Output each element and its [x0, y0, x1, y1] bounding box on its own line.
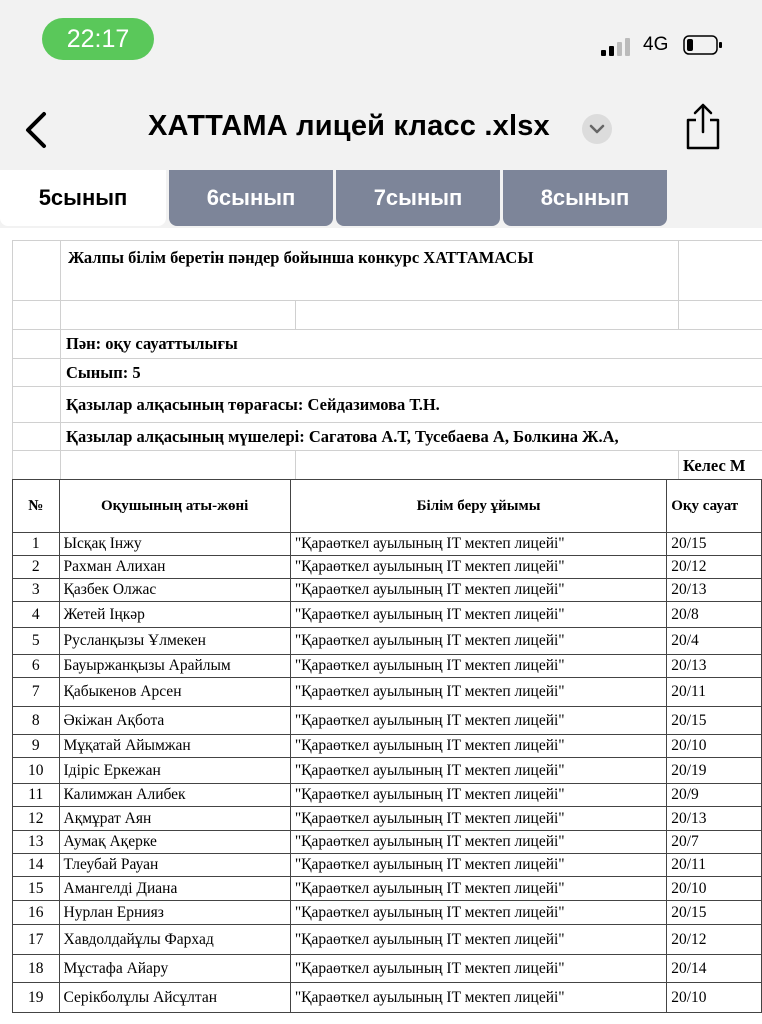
table-row	[13, 602, 762, 628]
subject-line: Пән: оқу сауаттылығы	[66, 334, 238, 353]
table-row	[13, 758, 762, 784]
table-row	[13, 925, 762, 955]
organization: "Қараөткел ауылының IT мектеп лицейі"	[290, 877, 666, 901]
row-number: 1	[13, 533, 60, 556]
organization: "Қараөткел ауылының IT мектеп лицейі"	[290, 678, 666, 707]
row-number: 10	[13, 758, 60, 784]
student-name: Ідіріс Еркежан	[59, 758, 290, 784]
back-button[interactable]	[18, 108, 58, 152]
table-row	[13, 579, 762, 602]
table-row	[13, 983, 762, 1013]
results-table	[12, 479, 762, 1013]
organization: "Қараөткел ауылының IT мектеп лицейі"	[290, 854, 666, 877]
organization: "Қараөткел ауылының IT мектеп лицейі"	[290, 579, 666, 602]
tab-5[interactable]: 5сынып	[0, 170, 166, 226]
spreadsheet[interactable]	[0, 228, 762, 1024]
score: 20/4	[667, 628, 762, 655]
organization: "Қараөткел ауылының IT мектеп лицейі"	[290, 807, 666, 831]
row-number: 2	[13, 556, 60, 579]
row-number: 14	[13, 854, 60, 877]
organization: "Қараөткел ауылының IT мектеп лицейі"	[290, 707, 666, 735]
score: 20/11	[667, 854, 762, 877]
col-student-name: Оқушының аты-жөні	[59, 480, 290, 533]
sheet-heading: Жалпы білім беретін пәндер бойынша конкурс ХАТТАМАСЫ	[68, 248, 534, 267]
score: 20/11	[667, 678, 762, 707]
student-name: Русланқызы Ұлмекен	[59, 628, 290, 655]
share-button[interactable]	[682, 102, 724, 152]
table-row	[13, 831, 762, 854]
student-name: Ақмұрат Аян	[59, 807, 290, 831]
status-time: 22:17	[42, 18, 154, 60]
organization: "Қараөткел ауылының IT мектеп лицейі"	[290, 758, 666, 784]
score: 20/15	[667, 901, 762, 925]
organization: "Қараөткел ауылының IT мектеп лицейі"	[290, 925, 666, 955]
table-row	[13, 877, 762, 901]
row-number: 13	[13, 831, 60, 854]
row-number: 12	[13, 807, 60, 831]
score: 20/13	[667, 655, 762, 678]
next-stage-label: Келес М	[683, 456, 746, 475]
student-name: Серікболұлы Айсұлтан	[59, 983, 290, 1013]
table-row	[13, 628, 762, 655]
score: 20/14	[667, 955, 762, 983]
score: 20/7	[667, 831, 762, 854]
tab-6[interactable]: 6сынып	[169, 170, 333, 226]
student-name: Жетей Іңкәр	[59, 602, 290, 628]
organization: "Қараөткел ауылының IT мектеп лицейі"	[290, 655, 666, 678]
chair-line: Қазылар алқасының төрағасы: Сейдазимова Т.Н.	[66, 395, 440, 414]
organization: "Қараөткел ауылының IT мектеп лицейі"	[290, 556, 666, 579]
sheet-tabs	[0, 170, 762, 228]
table-row	[13, 854, 762, 877]
table-row	[13, 735, 762, 758]
score: 20/12	[667, 925, 762, 955]
score: 20/19	[667, 758, 762, 784]
student-name: Әкіжан Ақбота	[59, 707, 290, 735]
student-name: Қазбек Олжас	[59, 579, 290, 602]
score: 20/13	[667, 579, 762, 602]
score: 20/8	[667, 602, 762, 628]
table-row	[13, 707, 762, 735]
student-name: Нурлан Ернияз	[59, 901, 290, 925]
tab-8[interactable]: 8сынып	[503, 170, 667, 226]
row-number: 18	[13, 955, 60, 983]
table-row	[13, 784, 762, 807]
student-name: Калимжан Алибек	[59, 784, 290, 807]
row-number: 17	[13, 925, 60, 955]
members-line: Қазылар алқасының мүшелері: Сагатова А.Т, Тусебаева А, Болкина Ж.А,	[66, 427, 619, 446]
score: 20/13	[667, 807, 762, 831]
top-bar	[0, 0, 762, 170]
organization: "Қараөткел ауылының IT мектеп лицейі"	[290, 831, 666, 854]
table-row	[13, 678, 762, 707]
row-number: 5	[13, 628, 60, 655]
student-name: Рахман Алихан	[59, 556, 290, 579]
organization: "Қараөткел ауылының IT мектеп лицейі"	[290, 955, 666, 983]
share-icon	[682, 102, 724, 152]
chevron-down-icon	[582, 114, 612, 144]
row-number: 7	[13, 678, 60, 707]
organization: "Қараөткел ауылының IT мектеп лицейі"	[290, 602, 666, 628]
organization: "Қараөткел ауылының IT мектеп лицейі"	[290, 983, 666, 1013]
student-name: Мұстафа Айару	[59, 955, 290, 983]
table-header-row	[13, 480, 762, 533]
score: 20/15	[667, 707, 762, 735]
table-row	[13, 655, 762, 678]
row-number: 4	[13, 602, 60, 628]
student-name: Қабыкенов Арсен	[59, 678, 290, 707]
organization: "Қараөткел ауылының IT мектеп лицейі"	[290, 735, 666, 758]
signal-icon	[601, 36, 635, 56]
row-number: 19	[13, 983, 60, 1013]
organization: "Қараөткел ауылының IT мектеп лицейі"	[290, 784, 666, 807]
grade-line: Сынып: 5	[66, 363, 141, 382]
organization: "Қараөткел ауылының IT мектеп лицейі"	[290, 628, 666, 655]
table-row	[13, 955, 762, 983]
score: 20/12	[667, 556, 762, 579]
organization: "Қараөткел ауылының IT мектеп лицейі"	[290, 533, 666, 556]
col-number: №	[13, 480, 60, 533]
score: 20/15	[667, 533, 762, 556]
network-label: 4G	[643, 34, 669, 55]
score: 20/10	[667, 983, 762, 1013]
score: 20/10	[667, 877, 762, 901]
row-number: 8	[13, 707, 60, 735]
student-name: Тлеубай Рауан	[59, 854, 290, 877]
row-number: 15	[13, 877, 60, 901]
student-name: Аумақ Ақерке	[59, 831, 290, 854]
score: 20/10	[667, 735, 762, 758]
document-title: ХАТТАМА лицей класс .xlsx	[148, 110, 550, 142]
organization: "Қараөткел ауылының IT мектеп лицейі"	[290, 901, 666, 925]
table-row	[13, 556, 762, 579]
battery-icon	[683, 35, 723, 55]
student-name: Мұқатай Айымжан	[59, 735, 290, 758]
table-row	[13, 807, 762, 831]
title-menu-button[interactable]	[582, 114, 612, 144]
row-number: 11	[13, 784, 60, 807]
student-name: Ысқақ Інжу	[59, 533, 290, 556]
student-name: Амангелді Диана	[59, 877, 290, 901]
row-number: 9	[13, 735, 60, 758]
table-row	[13, 901, 762, 925]
chevron-left-icon	[18, 108, 58, 152]
col-organization: Білім беру ұйымы	[290, 480, 666, 533]
student-name: Хавдолдайұлы Фархад	[59, 925, 290, 955]
score: 20/9	[667, 784, 762, 807]
tab-7[interactable]: 7сынып	[336, 170, 500, 226]
student-name: Бауыржанқызы Арайлым	[59, 655, 290, 678]
table-row	[13, 533, 762, 556]
row-number: 16	[13, 901, 60, 925]
col-score: Оқу сауат	[667, 480, 762, 533]
row-number: 6	[13, 655, 60, 678]
row-number: 3	[13, 579, 60, 602]
